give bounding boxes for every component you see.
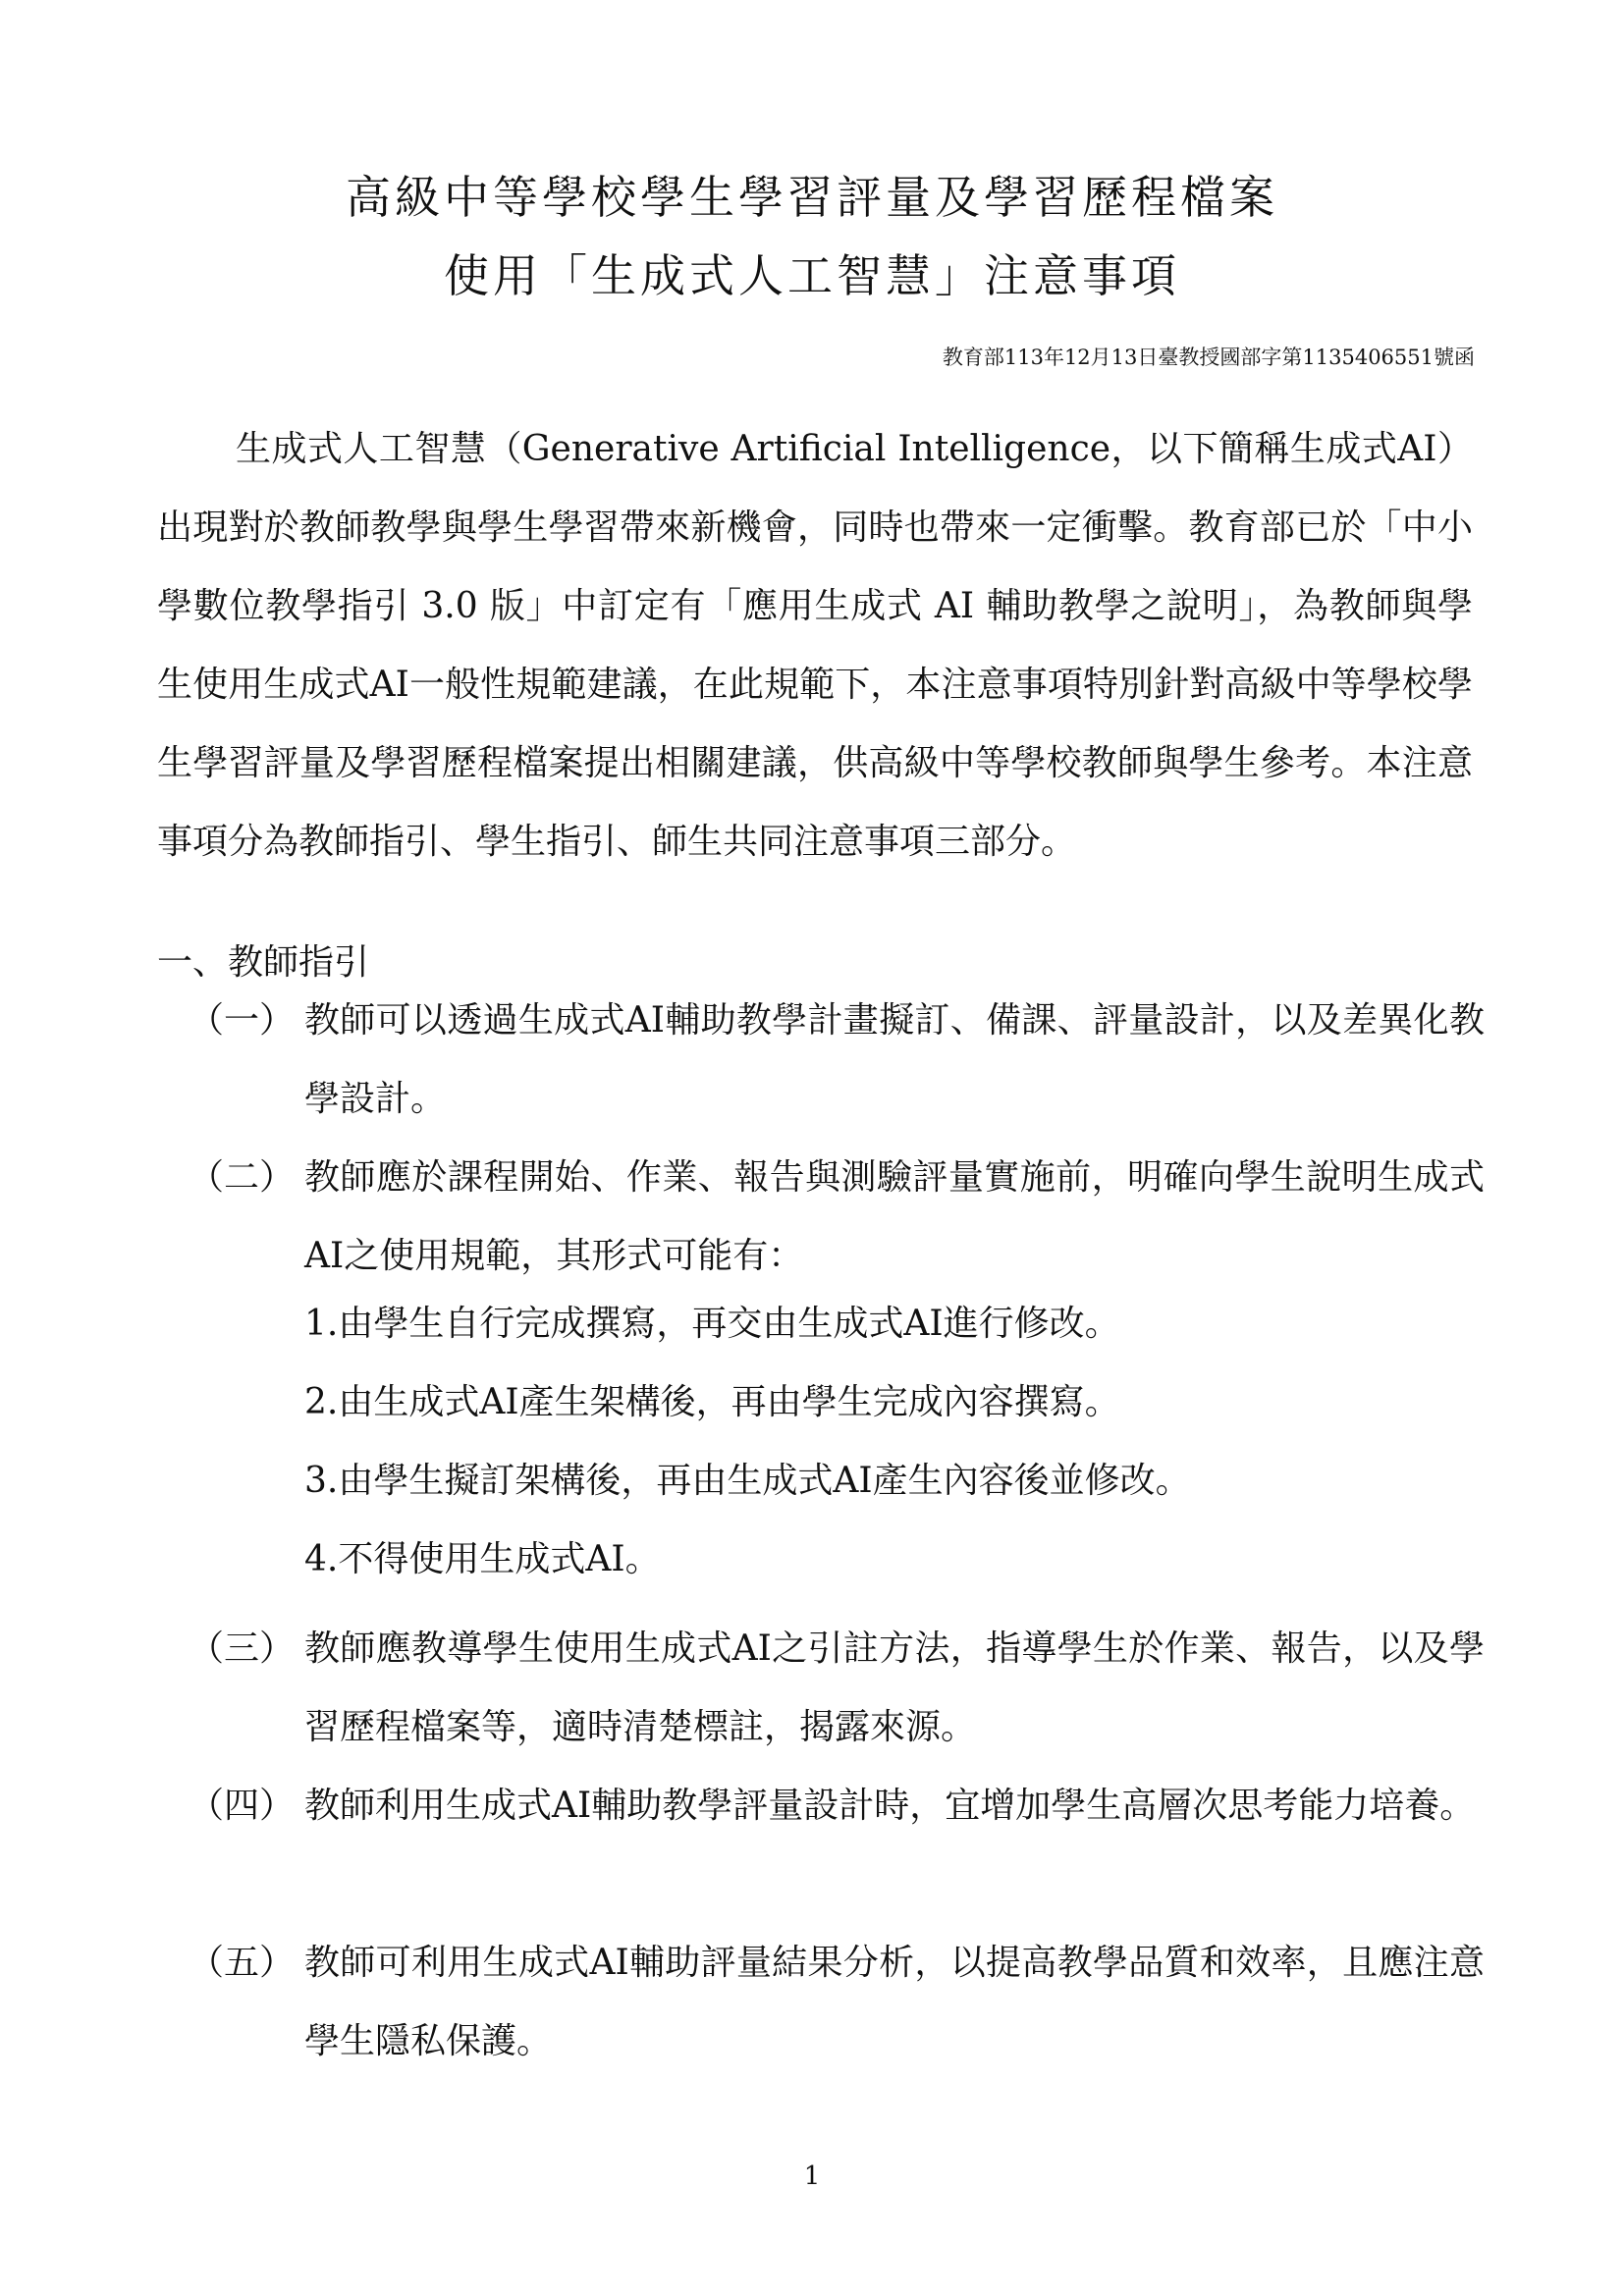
guideline-item-marker: （三） [189, 1629, 296, 1669]
usage-form-option-4: 4.不得使用生成式AI。 [304, 1539, 661, 1579]
guideline-item-4 [189, 1767, 1485, 1845]
guideline-item-text: 教師應教導學生使用生成式AI之引註方法，指導學生於作業、報告，以及學習歷程檔案等，適時清楚標註，揭露來源。 [304, 1629, 1485, 1747]
usage-form-option-1: 1.由學生自行完成撰寫，再交由生成式AI進行修改。 [304, 1304, 1120, 1344]
document-title-line-1: 高級中等學校學生學習評量及學習歷程檔案 [346, 171, 1278, 224]
guideline-item-3 [189, 1610, 1485, 1767]
document-title-line-2: 使用「生成式人工智慧」注意事項 [444, 249, 1180, 302]
guideline-item-marker: （二） [189, 1157, 296, 1198]
page-number: 1 [803, 2162, 821, 2191]
guideline-item-2 [189, 1139, 1485, 1296]
guideline-item-text: 教師可利用生成式AI輔助評量結果分析，以提高教學品質和效率，且應注意學生隱私保護。 [304, 1943, 1485, 2061]
guideline-item-text: 教師可以透過生成式AI輔助教學計畫擬訂、備課、評量設計，以及差異化教學設計。 [304, 1000, 1485, 1119]
guideline-item-marker: （四） [189, 1786, 296, 1826]
intro-paragraph: 生成式人工智慧（Generative Artificial Intelligence，以下簡稱生成式AI）出現對於教師教學與學生學習帶來新機會，同時也帶來一定衝擊。教育部已於「中小學數位教學指引 3.0 版」中訂定有「應用生成式 AI 輔助教學之說明」，為教師與學生使用生成式AI一般性規範建議，在此規範下，本注意事項特別針對高級中等學校學生學習評量及學習歷程檔案提出相關建議，供高級中等學校教師與學生參考。本注意事項分為教師指引、學生指引、師生共同注意事項三部分。 [157, 429, 1473, 862]
guideline-item-marker: （五） [189, 1943, 296, 1983]
guideline-item-text: 教師利用生成式AI輔助教學評量設計時，宜增加學生高層次思考能力培養。 [304, 1786, 1476, 1826]
usage-form-option-3: 3.由學生擬訂架構後，再由生成式AI產生內容後並修改。 [304, 1461, 1191, 1501]
usage-form-option-2: 2.由生成式AI產生架構後，再由學生完成內容撰寫。 [304, 1382, 1120, 1422]
guideline-item-5 [189, 1924, 1485, 2081]
official-reference: 教育部113年12月13日臺教授國部字第1135406551號函 [942, 346, 1475, 369]
guideline-item-text: 教師應於課程開始、作業、報告與測驗評量實施前，明確向學生說明生成式AI之使用規範，其形式可能有： [304, 1157, 1485, 1276]
guideline-item-1 [189, 982, 1485, 1139]
guideline-item-marker: （一） [189, 1000, 296, 1041]
section-heading-teacher-guidelines: 一、教師指引 [157, 942, 370, 983]
